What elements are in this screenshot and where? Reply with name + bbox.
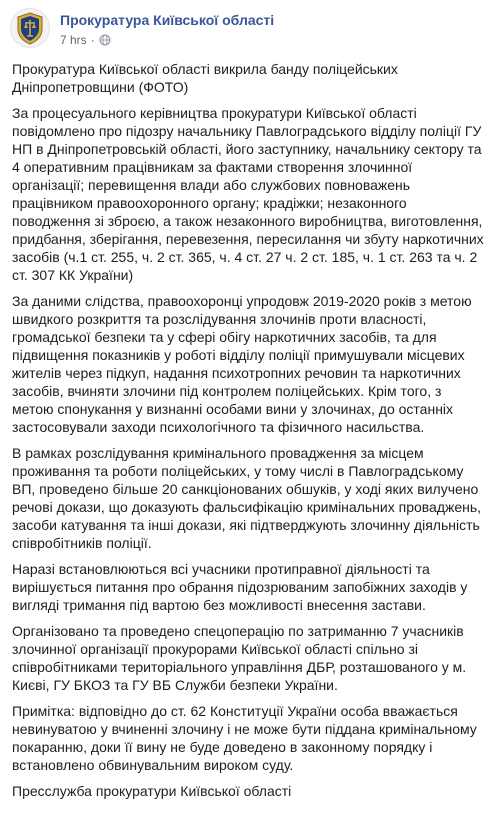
post-paragraph: За процесуального керівництва прокуратури Київської області повідомлено про підозру начальнику Павлоградського відділу поліції ГУ НП в Дніпропетровській області, його заступнику, начальнику сектору та 4 оперативним працівникам за фактами створення злочинної організації; перевищення влади або службових повноважень працівником правоохоронного органу; крадіжки; незаконного поводження зі зброєю, а також незаконного виробництва, виготовлення, придбання, зберігання, перевезення, пересилання чи збуту наркотичних засобів (ч.1 ст. 255, ч. 2 ст. 365, ч. 4 ст. 27 ч. 2 ст. 185, ч. 1 ст. 263 та ч. 2 ст. 307 КК України) — [12, 105, 484, 283]
post-title-paragraph: Прокуратура Київської області викрила банду поліцейських Дніпропетровщини (ФОТО) — [12, 61, 398, 95]
post-meta — [60, 33, 111, 47]
post-body — [12, 60, 484, 808]
post-paragraph: Організовано та проведено спецоперацію по затриманню 7 учасників злочинної організації прокурорами Київської області спільно зі співробітниками територіального управління ДБР, розташованого у м. Києві, ГУ БКОЗ та ГУ ВБ Служби безпеки України. — [12, 623, 467, 693]
page-name-link[interactable]: Прокуратура Київської області — [60, 12, 275, 28]
prosecutor-emblem-icon — [11, 9, 49, 47]
page-avatar[interactable] — [10, 8, 50, 48]
post-paragraph: Примітка: відповідно до ст. 62 Конституції України особа вважається невинуватою у вчиненні злочину і не може бути піддана кримінальному покаранню, доки її вину не буде доведено в законному порядку і встановлено обвинувальним вироком суду. — [12, 703, 477, 773]
meta-separator: · — [90, 33, 95, 47]
post-paragraph: В рамках розслідування кримінального провадження за місцем проживання та роботи поліцейських, у тому числі в Павлоградському ВП, проведено більше 20 санкціонованих обшуків, у ході яких вилучено речові докази, що доказують фальсифікацію кримінальних проваджень, засоби катування та інші докази, які підтверджують злочинну діяльність співробітників поліції. — [12, 445, 482, 551]
post-paragraph: Наразі встановлюються всі учасники протиправної діяльності та вирішується питання про обрання підозрюваним запобіжних заходів у вигляді тримання під вартою без можливості внесення застави. — [12, 561, 468, 613]
post-signature: Пресслужба прокуратури Київської області — [12, 783, 292, 799]
post-paragraph: За даними слідства, правоохоронці упродовж 2019-2020 років з метою швидкого розкриття та розслідування злочинів проти власності, громадської безпеки та у сфері обігу наркотичних засобів, та для підвищення показників у роботі відділу поліції примушували місцевих жителів через підкуп, надання психотропних речовин та наркотичних засобів, вчиняти злочини під контролем поліцейських. Крім того, з метою спонукання у визнанні особами вини у злочинах, до останніх застосовували заходи психологічного та фізичного насильства. — [12, 293, 472, 435]
post-timestamp[interactable]: 7 hrs — [60, 33, 87, 47]
post-header — [10, 8, 490, 50]
globe-icon[interactable] — [99, 34, 111, 46]
